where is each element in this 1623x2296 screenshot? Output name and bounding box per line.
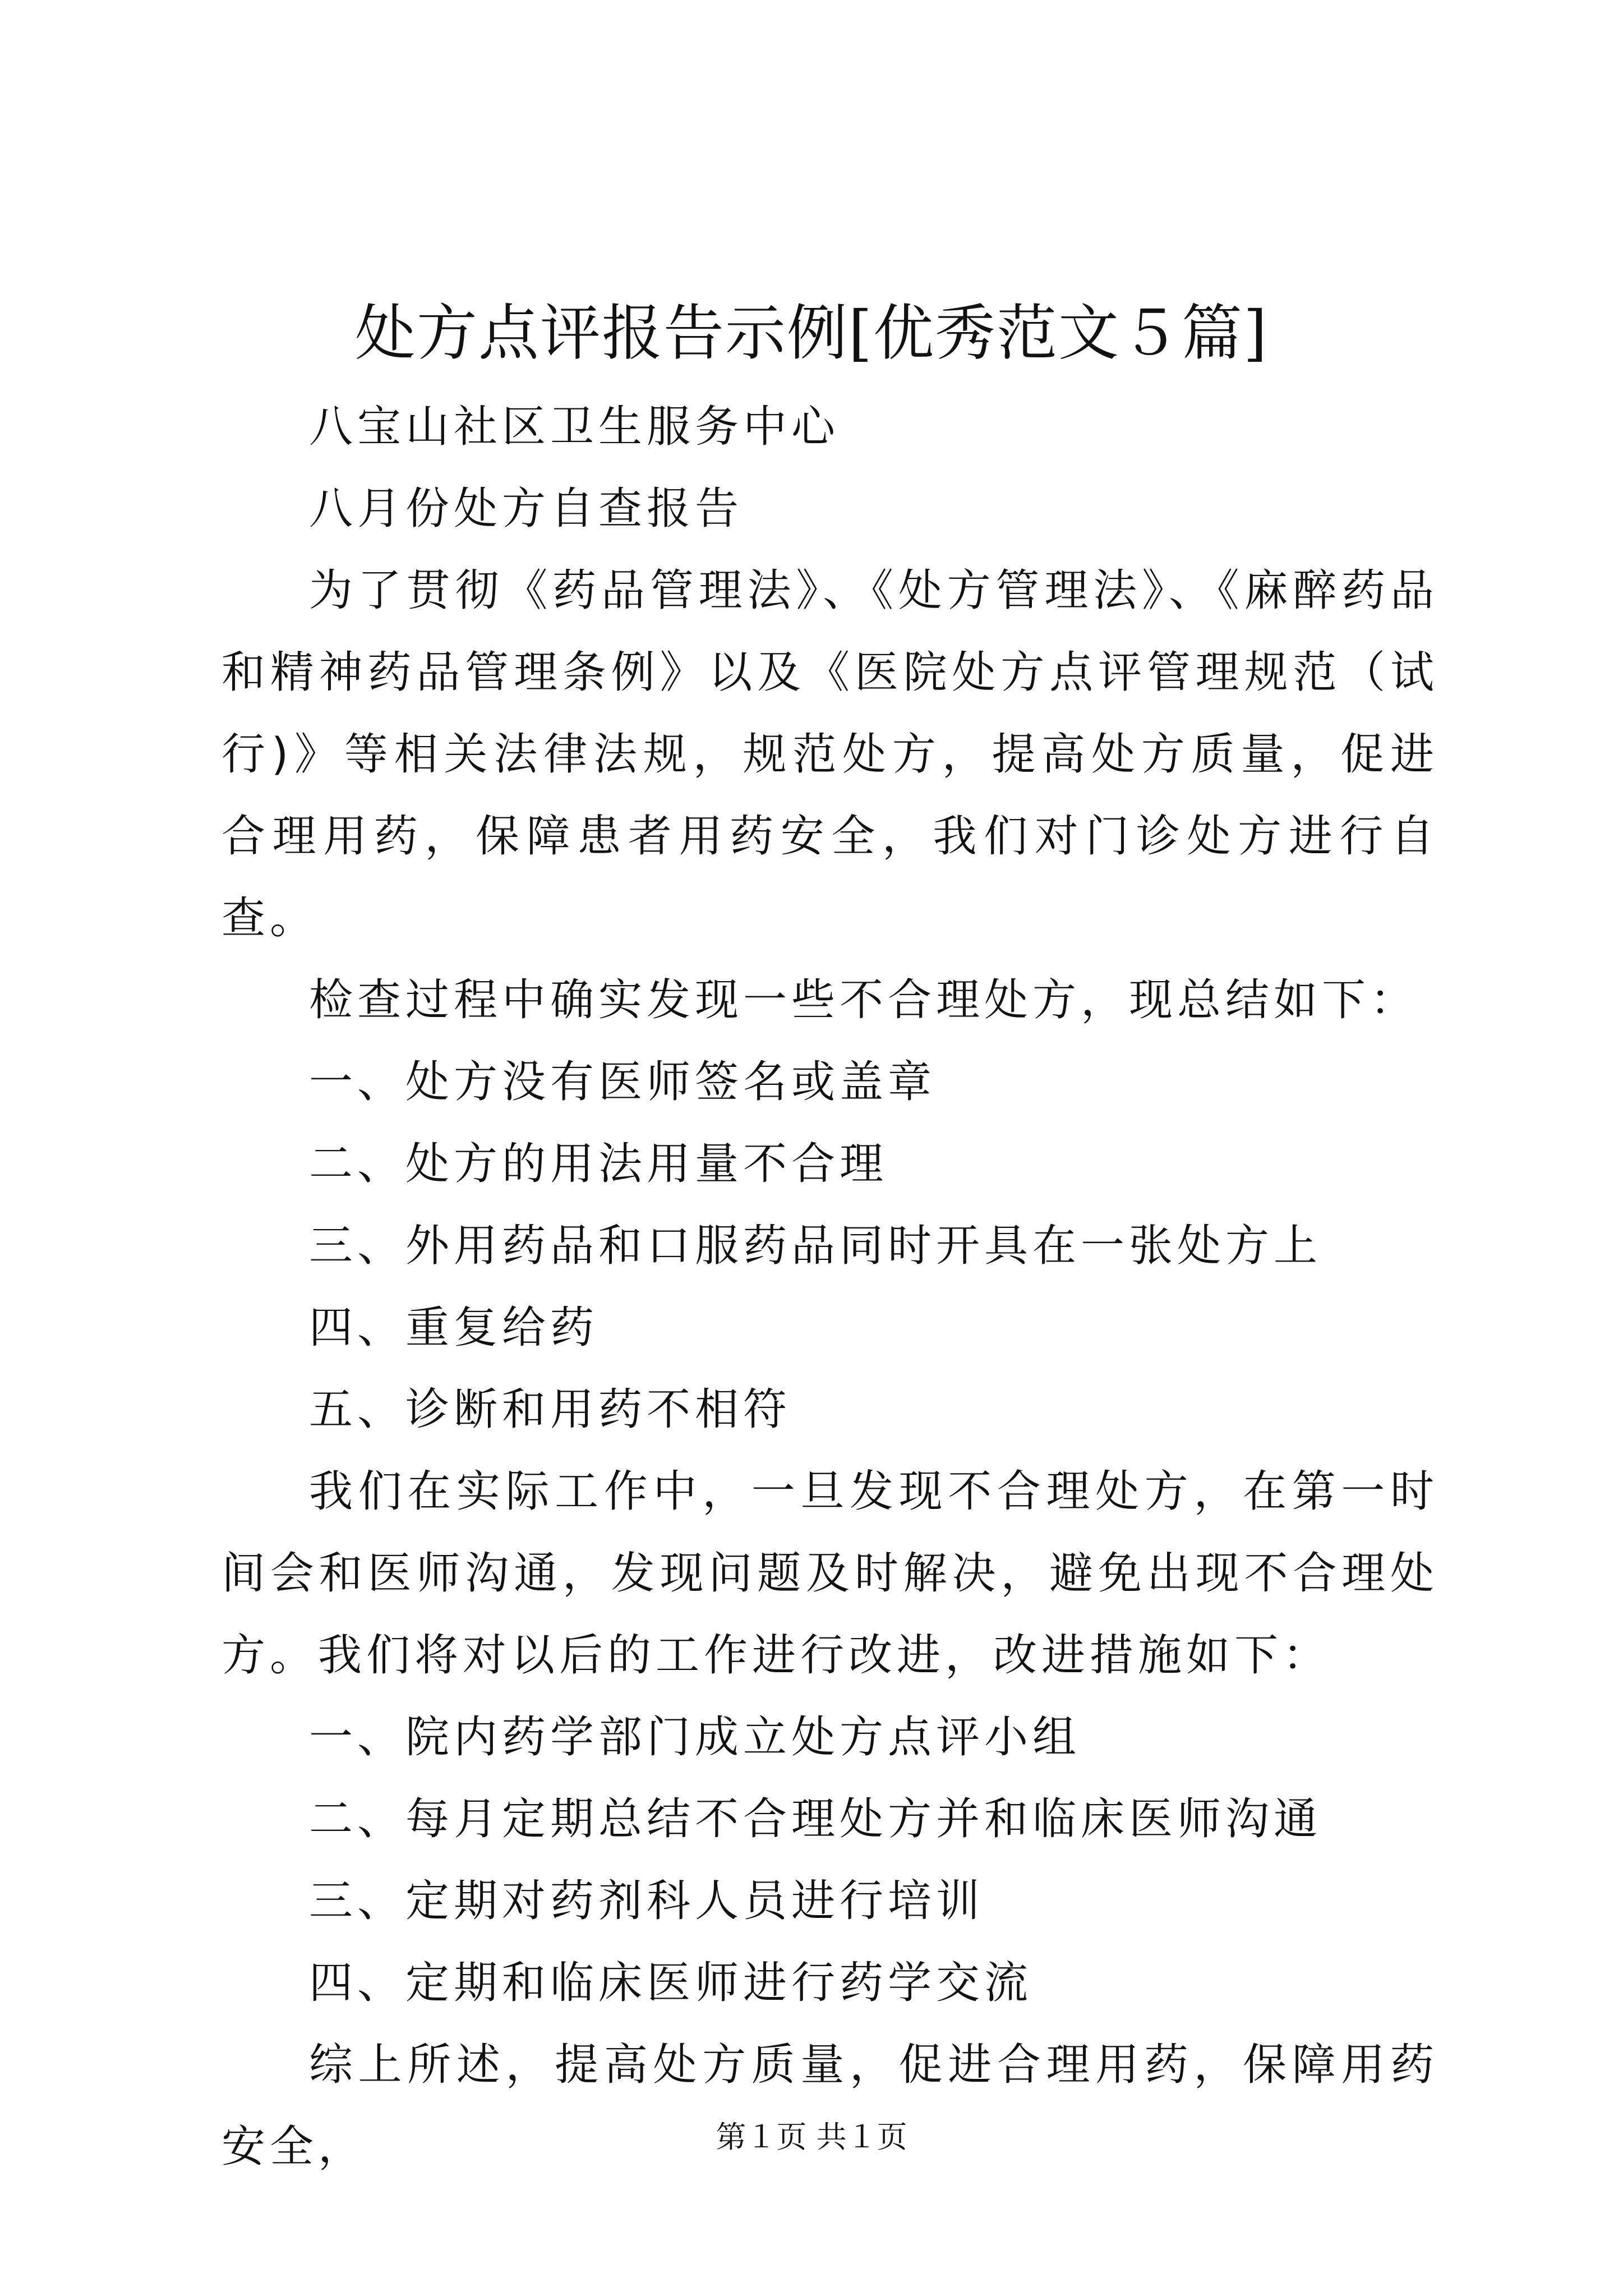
paragraph-findings-lead: 检查过程中确实发现一些不合理处方，现总结如下： [309,975,1419,1025]
document-title: 处方点评报告示例[优秀范文５篇] [354,298,1269,369]
page-footer: 第１页 共１页 [716,2119,907,2155]
measure-item-3: 三、定期对药剂科人员进行培训 [309,1876,985,1926]
measure-item-4: 四、定期和临床医师进行药学交流 [309,1958,1033,2008]
paragraph-org-name: 八宝山社区卫生服务中心 [309,402,840,452]
measure-item-1: 一、院内药学部门成立处方点评小组 [309,1712,1081,1763]
finding-item-1: 一、处方没有医师签名或盖章 [309,1057,937,1107]
paragraph-intro: 为了贯彻《药品管理法》、《处方管理法》、《麻醉药品和精神药品管理条例》以及《医院处方点评管理规范（试行)》等相关法律法规，规范处方，提高处方质量，促进合理用药，保障患者用药安全，我们对门诊处方进行自查。 [222,565,1438,944]
paragraph-report-name: 八月份处方自查报告 [309,484,744,534]
paragraph-improvement-lead: 我们在实际工作中，一旦发现不合理处方，在第一时间会和医师沟通，发现问题及时解决，避免出现不合理处方。我们将对以后的工作进行改进，改进措施如下： [222,1466,1438,1681]
document-body [222,386,1438,2188]
finding-item-3: 三、外用药品和口服药品同时开具在一张处方上 [309,1221,1322,1271]
measure-item-2: 二、每月定期总结不合理处方并和临床医师沟通 [309,1794,1322,1844]
finding-item-5: 五、诊断和用药不相符 [309,1384,792,1435]
finding-item-2: 二、处方的用法用量不合理 [309,1139,888,1189]
paragraph-conclusion: 综上所述，提高处方质量，促进合理用药，保障用药安全， [222,2040,1438,2172]
finding-item-4: 四、重复给药 [309,1303,599,1353]
